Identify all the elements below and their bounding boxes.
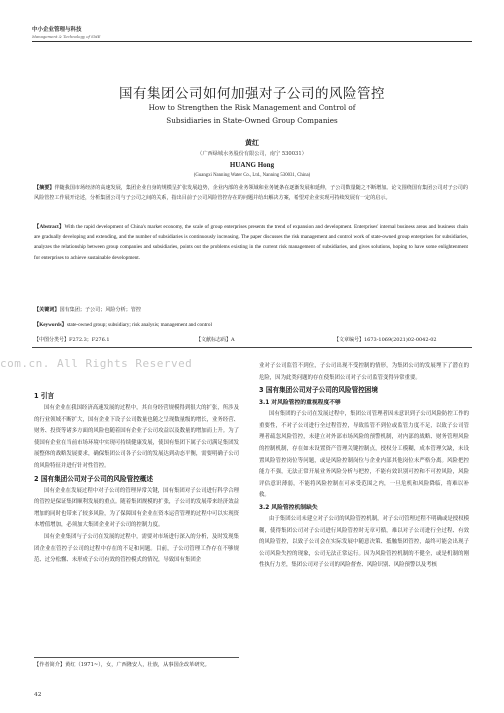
section-heading-3: 3 国有集团公司对子公司的风险管控困境: [259, 386, 378, 395]
keywords-cn-label: 【关键词】: [34, 307, 60, 313]
author-name-cn: 黄红: [245, 138, 259, 147]
header-rule: [32, 41, 472, 42]
keywords-en-label: 【Keywords】: [34, 322, 67, 328]
keywords-en: [34, 320, 468, 330]
abstract-en: [34, 222, 468, 263]
article-title-en: How to Strengthen the Risk Management and Control of Subsidiaries in State-Owned Group Companies: [148, 103, 356, 125]
abstract-cn: [34, 183, 468, 203]
abstract-cn-text: 伴随我国市场经济的高速发展，集团企业自身的规模呈扩张发展趋势，企业内部的业务领域和业务链条在逐渐发展和延伸，子公司数量随之不断增加。论文围绕国有集团公司对子公司的风险管控工作展开论述，分析集团公司与子公司之间的关系，指出目前子公司风险管控存在的问题并给出解决方案，希望对企业实现可持续发展有一定的启示。: [34, 185, 468, 202]
section-heading-1: 1 引言: [34, 392, 55, 400]
paragraph: 业对子公司监管不到位，子公司出现不受控制的情形，为集团公司的发展埋下了潜在的危险，因为此类问题的存在使集团公司对子公司监管变得异常重要。: [259, 363, 469, 381]
affiliation-cn: （广西绿城水务股份有限公司，南宁 530031）: [197, 151, 307, 157]
journal-name-en: Management & Technology of SME: [32, 34, 101, 39]
document-code: 【文献标志码】A: [196, 337, 235, 343]
keywords-cn-text: 国有集团；子公司；风险分析；管控: [59, 307, 141, 313]
journal-name-cn: 中小企业管理与科技: [32, 27, 82, 33]
paragraph: 国有企业在发展过程中对子公司的管理异常关键，国有集团对子公司进行科学合理的管控是保证集团顺利发展的重点。随着集团规模的扩张，子公司的发展带来经济效益增加的同时也带来了较多风险，为了保障国有企业在资本运营管理的过程中可以实现资本增值增加，必须加大集团企业对子公司的控制力度。: [34, 487, 239, 529]
section-rule: [32, 347, 472, 348]
author-name-en: HUANG Hong: [229, 161, 275, 169]
subsection-heading-3-1: 3.1 对风险管控的重视程度不够: [259, 400, 341, 407]
paragraph: 由于集团公司未建立对子公司的风险管控机制，对子公司管理过程不明确或是授权模糊，使得集团公司对子公司进行风险管控时无章可循，难以对子公司进行全过程、有效的风险管控，以致子公司会在实际发展中随意决策、抵触集团管控，最终可能会出现子公司风险失控的现象，公司无法正常运行。因为风险管控机制的不健全，或是机制的刚性执行力差，集团公司对子公司的风险督查、风险识别、风险预警以及考核: [259, 515, 469, 569]
paragraph: 国有企业集团与子公司在发展的过程中，需要对市场进行深入的分析，及时发现集团企业在管控子公司的过程中存在的不足和问题。目前，子公司管理工作存在不够规范、过分松懈、未形成子公司有效的管控模式的情况，导致国有集团企: [34, 533, 239, 564]
abstract-cn-label: 【摘要】: [34, 185, 55, 191]
paragraph: 国有集团的子公司在发展过程中，集团公司管理者因未意识到子公司风险防控工作的重要性，不对子公司进行全过程管控，导致监管不到位或监管力度不足，以致子公司管理者疏忽风险管控，未建立对外部市场风险的预警机制，对内部的战略、财务管理风险的控制机制，存在如未设置资产管理关键控制点，授权分工模糊，成本管理欠缺，未设置风险管控岗位等问题，或是风险控制岗位与企业内部其他岗位未严格分离。风险把控能力不强，无法正常开展业务风险分析与把控，不能有效识别可控和不可控风险，风险评估意识薄弱，不能将风险控制在可承受范围之内，一旦危机和风险降临，将难以补救。: [259, 411, 469, 499]
footnote-rule: [34, 657, 239, 658]
abstract-en-label: 【Abstract】: [34, 224, 65, 230]
section-heading-2: 2 国有集团公司对子公司的风险管控概述: [34, 474, 153, 483]
copyright-watermark: com.cn. All Rights Reserved: [0, 357, 193, 370]
right-column: [259, 361, 469, 572]
article-number: 【文章编号】1673-1069(2021)02-0042-02: [334, 337, 437, 343]
page-number: 42: [34, 692, 42, 698]
article-title-cn: 国有集团公司如何加强对子公司的风险管控: [119, 86, 385, 102]
affiliation-en: (Guangxi Nanning Water Co., Ltd., Nanning 530031, China): [193, 173, 311, 178]
paragraph: 国有企业在我国经济高速发展的过程中，其自身经营规模得到很大的扩张，所涉及的行业领域不断扩大，国有企业下设子公司数量也随之呈现数量级的增长，业务经营、财务、投资等诸多方面的风险也随着国有企业子公司攻益以及数量的增加而上升。为了使国有企业在当前市场环境中实现可持续健康发展，使国有集团下属子公司满足集团发展整体的战略发展要求，确保集团公司各子公司的发展达到动态平衡，需要明确子公司的风险特征并进行针对性管控。: [34, 405, 239, 469]
journal-header: [32, 27, 152, 39]
left-column: [34, 390, 239, 567]
clc-number: 【中图分类号】F272.3；F276.1: [34, 337, 110, 343]
abstract-en-text: With the rapid development of China's market economy, the scale of group enterprises presents the trend of expansion and development. Enterprises' internal business areas and business chain are gradually developing and extending, and the number of subsidiaries is continuously increasing. The paper discusses the risk management and control work of state-owned group enterprises for subsidiaries, analyzes the relationship between group companies and subsidiaries, points out the problems existing in the current risk management of subsidiaries, and gives solutions, hoping to have some enlightenment for enterprises to achieve sustainable development.: [34, 224, 468, 261]
keywords-en-text: state-owned group; subsidiary; risk analysis; management and control: [66, 322, 212, 328]
keywords-cn: [34, 305, 468, 315]
author-bio-footnote: 【作者简介】黄红（1971~），女，广西隆安人，壮族，从事国企改革研究。: [34, 662, 210, 668]
subsection-heading-3-2: 3.2 风险管控机制缺失: [259, 504, 318, 511]
